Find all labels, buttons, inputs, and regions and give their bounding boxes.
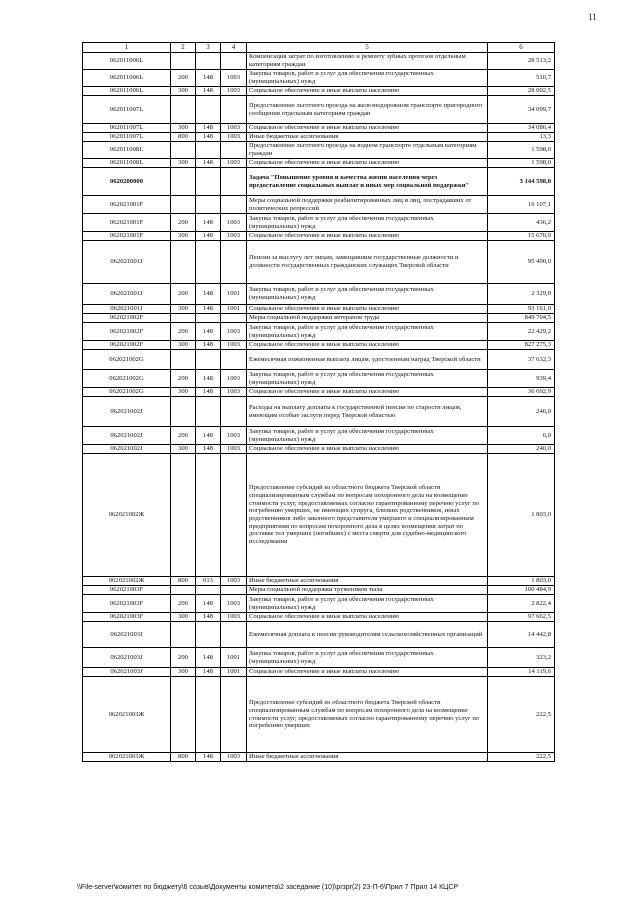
row-code: 062021003Ж <box>83 677 171 753</box>
row-section: 300 <box>171 613 196 622</box>
row-description: Закупка товаров, работ и услуг для обеспечения государственных (муниципальных) нужд <box>247 284 488 305</box>
table-row <box>83 159 555 168</box>
row-subsection <box>221 397 247 427</box>
row-amount: 97 662,5 <box>488 613 555 622</box>
row-code: 062021002Ж <box>83 454 171 577</box>
row-code: 062021003F <box>83 613 171 622</box>
row-ministry: 148 <box>196 124 221 133</box>
row-code: 062021001F <box>83 214 171 232</box>
row-description: Социальное обеспечение и иные выплаты населению <box>247 305 488 314</box>
row-amount: 13,3 <box>488 133 555 142</box>
row-description: Меры социальной поддержки ветеранов труда <box>247 314 488 323</box>
row-section: 800 <box>171 753 196 762</box>
row-amount: 34 099,7 <box>488 96 555 124</box>
row-ministry: 148 <box>196 323 221 341</box>
row-section: 300 <box>171 159 196 168</box>
row-code: 062021001J <box>83 305 171 314</box>
row-description: Закупка товаров, работ и услуг для обеспечения государственных (муниципальных) нужд <box>247 595 488 613</box>
row-ministry: 148 <box>196 648 221 668</box>
row-code: 062021002F <box>83 341 171 350</box>
row-section: 300 <box>171 445 196 454</box>
row-ministry: 148 <box>196 341 221 350</box>
row-ministry <box>196 142 221 159</box>
row-code: 062011006L <box>83 70 171 87</box>
row-ministry: 148 <box>196 214 221 232</box>
row-amount: 28 513,2 <box>488 53 555 70</box>
row-ministry <box>196 350 221 370</box>
row-ministry: 148 <box>196 133 221 142</box>
row-ministry: 148 <box>196 284 221 305</box>
header-col-6: 6 <box>488 43 555 53</box>
row-description: Закупка товаров, работ и услуг для обеспечения государственных (муниципальных) нужд <box>247 323 488 341</box>
table-row <box>83 668 555 677</box>
row-section <box>171 168 196 196</box>
row-subsection: 1003 <box>221 427 247 445</box>
row-subsection: 1003 <box>221 577 247 586</box>
row-ministry <box>196 622 221 648</box>
row-section: 300 <box>171 124 196 133</box>
row-subsection <box>221 196 247 214</box>
row-amount: 849 704,5 <box>488 314 555 323</box>
row-subsection: 1003 <box>221 70 247 87</box>
row-subsection <box>221 241 247 284</box>
table-row <box>83 314 555 323</box>
row-ministry <box>196 53 221 70</box>
row-amount: 28 002,5 <box>488 87 555 96</box>
row-code: 062021002J <box>83 397 171 427</box>
row-code: 062021003Ж <box>83 753 171 762</box>
row-subsection: 1003 <box>221 595 247 613</box>
row-section <box>171 196 196 214</box>
row-section <box>171 677 196 753</box>
row-subsection: 1003 <box>221 445 247 454</box>
table-row <box>83 445 555 454</box>
row-code: 062021003J <box>83 648 171 668</box>
table-row <box>83 168 555 196</box>
row-ministry <box>196 314 221 323</box>
row-ministry <box>196 196 221 214</box>
row-subsection <box>221 677 247 753</box>
row-subsection: 1003 <box>221 370 247 388</box>
row-code: 062021003J <box>83 668 171 677</box>
row-subsection: 1003 <box>221 87 247 96</box>
row-section <box>171 96 196 124</box>
row-description: Предоставление льготного проезда на водном транспорте отдельным категориям граждан <box>247 142 488 159</box>
row-description: Социальное обеспечение и иные выплаты населению <box>247 159 488 168</box>
row-description: Закупка товаров, работ и услуг для обеспечения государственных (муниципальных) нужд <box>247 70 488 87</box>
table-row <box>83 241 555 284</box>
row-section <box>171 586 196 595</box>
row-section: 300 <box>171 668 196 677</box>
row-subsection: 1003 <box>221 341 247 350</box>
row-amount: 14 442,8 <box>488 622 555 648</box>
row-ministry: 148 <box>196 232 221 241</box>
row-subsection <box>221 314 247 323</box>
row-ministry: 148 <box>196 427 221 445</box>
table-row <box>83 232 555 241</box>
row-code: 062011007L <box>83 124 171 133</box>
row-amount: 246,0 <box>488 397 555 427</box>
row-ministry: 148 <box>196 668 221 677</box>
row-section <box>171 350 196 370</box>
table-row <box>83 397 555 427</box>
row-section <box>171 397 196 427</box>
row-amount: 37 632,3 <box>488 350 555 370</box>
row-section: 200 <box>171 595 196 613</box>
row-code: 062021003F <box>83 595 171 613</box>
row-subsection: 1001 <box>221 305 247 314</box>
row-subsection <box>221 350 247 370</box>
row-subsection: 1003 <box>221 613 247 622</box>
row-subsection: 1001 <box>221 284 247 305</box>
row-section <box>171 314 196 323</box>
table-row <box>83 214 555 232</box>
row-code: 062011006L <box>83 53 171 70</box>
row-subsection: 1003 <box>221 753 247 762</box>
row-section: 300 <box>171 341 196 350</box>
row-section: 200 <box>171 427 196 445</box>
header-col-1: 1 <box>83 43 171 53</box>
row-subsection: 1003 <box>221 232 247 241</box>
row-code: 062021001J <box>83 241 171 284</box>
row-subsection: 1003 <box>221 124 247 133</box>
row-section: 300 <box>171 232 196 241</box>
row-code: 062021001J <box>83 284 171 305</box>
row-subsection: 1003 <box>221 388 247 397</box>
row-code: 0620200000 <box>83 168 171 196</box>
row-amount: 15 670,9 <box>488 232 555 241</box>
row-amount: 14 119,6 <box>488 668 555 677</box>
table-row <box>83 124 555 133</box>
row-subsection <box>221 454 247 577</box>
file-path-footer: \\File-server\комитет по бюджету\6 созыв\Документы комитета\2 заседание (10)\рrзрr(2) 23-П-6\Прил 7 Прил 14 КЦСР <box>77 884 459 891</box>
row-ministry <box>196 241 221 284</box>
row-description: Расходы на выплату доплаты к государственной пенсии по старости лицам, имеющим особые заслуги перед Тверской областью <box>247 397 488 427</box>
row-description: Социальное обеспечение и иные выплаты населению <box>247 232 488 241</box>
row-code: 062021002F <box>83 323 171 341</box>
row-ministry <box>196 454 221 577</box>
row-description: Закупка товаров, работ и услуг для обеспечения государственных (муниципальных) нужд <box>247 427 488 445</box>
row-ministry <box>196 677 221 753</box>
table-row <box>83 341 555 350</box>
row-section <box>171 53 196 70</box>
table-row <box>83 648 555 668</box>
row-amount: 100 484,9 <box>488 586 555 595</box>
row-code: 062011007L <box>83 96 171 124</box>
row-subsection: 1001 <box>221 648 247 668</box>
table-row <box>83 388 555 397</box>
row-section <box>171 142 196 159</box>
row-section: 200 <box>171 323 196 341</box>
row-ministry: 148 <box>196 87 221 96</box>
row-code: 062011007L <box>83 133 171 142</box>
table-row <box>83 53 555 70</box>
table-row <box>83 753 555 762</box>
row-subsection <box>221 168 247 196</box>
table-row <box>83 370 555 388</box>
row-ministry <box>196 586 221 595</box>
row-amount: 240,0 <box>488 445 555 454</box>
row-code: 062011008L <box>83 142 171 159</box>
row-description: Социальное обеспечение и иные выплаты населению <box>247 388 488 397</box>
row-description: Иные бюджетные ассигнования <box>247 133 488 142</box>
row-amount: 827 275,3 <box>488 341 555 350</box>
row-ministry: 013 <box>196 577 221 586</box>
row-amount: 436,2 <box>488 214 555 232</box>
row-description: Ежемесячная пожизненная выплата лицам, удостоенным наград Тверской области <box>247 350 488 370</box>
row-amount: 22 429,2 <box>488 323 555 341</box>
row-description: Иные бюджетные ассигнования <box>247 753 488 762</box>
table-header-row <box>83 43 555 53</box>
row-amount: 6,0 <box>488 427 555 445</box>
row-section <box>171 241 196 284</box>
row-ministry <box>196 397 221 427</box>
row-amount: 222,5 <box>488 677 555 753</box>
row-code: 062011006L <box>83 87 171 96</box>
row-section: 200 <box>171 214 196 232</box>
row-section <box>171 622 196 648</box>
row-amount: 1 803,0 <box>488 577 555 586</box>
row-subsection: 1003 <box>221 133 247 142</box>
row-ministry: 148 <box>196 159 221 168</box>
table-row <box>83 323 555 341</box>
table-row <box>83 454 555 577</box>
table-row <box>83 586 555 595</box>
row-description: Закупка товаров, работ и услуг для обеспечения государственных (муниципальных) нужд <box>247 214 488 232</box>
header-col-2: 2 <box>171 43 196 53</box>
row-section: 300 <box>171 87 196 96</box>
row-ministry: 148 <box>196 70 221 87</box>
row-amount: 510,7 <box>488 70 555 87</box>
row-amount: 36 692,9 <box>488 388 555 397</box>
row-code: 062021002J <box>83 427 171 445</box>
row-ministry: 148 <box>196 613 221 622</box>
row-code: 062021002J <box>83 445 171 454</box>
row-ministry <box>196 96 221 124</box>
budget-table <box>82 42 555 762</box>
row-section: 300 <box>171 305 196 314</box>
row-subsection <box>221 53 247 70</box>
row-subsection <box>221 96 247 124</box>
row-description: Задача "Повышение уровня и качества жизни населения через предоставление социальных выплат и иных мер социальной поддержки" <box>247 168 488 196</box>
row-description: Социальное обеспечение и иные выплаты населению <box>247 341 488 350</box>
row-subsection <box>221 586 247 595</box>
row-section: 300 <box>171 388 196 397</box>
row-description: Социальное обеспечение и иные выплаты населению <box>247 87 488 96</box>
table-row <box>83 133 555 142</box>
row-code: 062021002G <box>83 370 171 388</box>
row-description: Закупка товаров, работ и услуг для обеспечения государственных (муниципальных) нужд <box>247 370 488 388</box>
row-amount: 323,2 <box>488 648 555 668</box>
table-row <box>83 613 555 622</box>
row-amount: 95 490,0 <box>488 241 555 284</box>
row-code: 062021001F <box>83 196 171 214</box>
table-row <box>83 87 555 96</box>
row-description: Пенсии за выслугу лет лицам, замещавшим государственные должности и должности государственных гражданских служащих Тверской области <box>247 241 488 284</box>
row-code: 062021003F <box>83 586 171 595</box>
table-row <box>83 677 555 753</box>
row-subsection: 1003 <box>221 323 247 341</box>
row-description: Компенсация затрат по изготовлению и ремонту зубных протезов отдельным категориям граждан <box>247 53 488 70</box>
row-description: Социальное обеспечение и иные выплаты населению <box>247 668 488 677</box>
row-amount: 93 161,0 <box>488 305 555 314</box>
table-row <box>83 96 555 124</box>
row-amount: 16 107,1 <box>488 196 555 214</box>
row-section: 200 <box>171 370 196 388</box>
table-row <box>83 622 555 648</box>
table-row <box>83 142 555 159</box>
row-description: Предоставление субсидий из областного бюджета Тверской области специализированным службам по вопросам похоронного дела на возмещение стоимости услуг, предоставляемых согласно гарантированному перечню услуг по погребению умерших, не имеющих супруга, близких родственников, иных родственников либо законного представителя умершего и специализированным предприятиям по вопросам похоронного дела в целях возмещения затрат по доставке тел умерших (погибших) с места смерти для судебно-медицинского исследования <box>247 454 488 577</box>
row-subsection <box>221 142 247 159</box>
row-ministry: 148 <box>196 595 221 613</box>
row-subsection: 1001 <box>221 668 247 677</box>
row-amount: 939,4 <box>488 370 555 388</box>
table-row <box>83 427 555 445</box>
header-col-3: 3 <box>196 43 221 53</box>
row-subsection: 1003 <box>221 159 247 168</box>
table-row <box>83 595 555 613</box>
row-subsection: 1003 <box>221 214 247 232</box>
row-section <box>171 454 196 577</box>
row-ministry: 148 <box>196 445 221 454</box>
row-amount: 1 803,0 <box>488 454 555 577</box>
table-row <box>83 70 555 87</box>
row-code: 062021002G <box>83 388 171 397</box>
row-ministry: 148 <box>196 305 221 314</box>
row-description: Закупка товаров, работ и услуг для обеспечения государственных (муниципальных) нужд <box>247 648 488 668</box>
table-row <box>83 577 555 586</box>
table-row <box>83 350 555 370</box>
row-section: 200 <box>171 284 196 305</box>
row-section: 800 <box>171 577 196 586</box>
row-description: Социальное обеспечение и иные выплаты населению <box>247 124 488 133</box>
table-row <box>83 305 555 314</box>
row-description: Социальное обеспечение и иные выплаты населению <box>247 613 488 622</box>
header-col-5: 5 <box>247 43 488 53</box>
row-section: 200 <box>171 648 196 668</box>
row-code: 062011008L <box>83 159 171 168</box>
row-amount: 3 144 598,0 <box>488 168 555 196</box>
row-description: Предоставление льготного проезда на железнодорожном транспорте пригородного сообщения отдельным категориям граждан <box>247 96 488 124</box>
row-ministry <box>196 168 221 196</box>
row-amount: 1 598,0 <box>488 142 555 159</box>
row-ministry: 148 <box>196 370 221 388</box>
row-amount: 1 598,0 <box>488 159 555 168</box>
row-description: Предоставление субсидий из областного бюджета Тверской области специализированным службам по вопросам похоронного дела на возмещение стоимости услуг, предоставляемых согласно гарантированному перечню услуг по погребению умерших <box>247 677 488 753</box>
row-description: Ежемесячная доплата к пенсии руководителям сельскохозяйственных организаций <box>247 622 488 648</box>
row-description: Иные бюджетные ассигнования <box>247 577 488 586</box>
row-section: 800 <box>171 133 196 142</box>
row-description: Меры социальной поддержки тружеников тыла <box>247 586 488 595</box>
row-ministry: 148 <box>196 753 221 762</box>
row-ministry: 148 <box>196 388 221 397</box>
row-subsection <box>221 622 247 648</box>
table-row <box>83 284 555 305</box>
row-amount: 222,5 <box>488 753 555 762</box>
table-row <box>83 196 555 214</box>
row-amount: 34 086,4 <box>488 124 555 133</box>
row-description: Меры социальной поддержки реабилитированных лиц и лиц, пострадавших от политических репрессий <box>247 196 488 214</box>
row-code: 062021002G <box>83 350 171 370</box>
row-code: 062021002Ж <box>83 577 171 586</box>
header-col-4: 4 <box>221 43 247 53</box>
page-number: 11 <box>588 12 597 22</box>
row-code: 062021003J <box>83 622 171 648</box>
row-code: 062021001F <box>83 232 171 241</box>
row-amount: 2 822,4 <box>488 595 555 613</box>
row-description: Социальное обеспечение и иные выплаты населению <box>247 445 488 454</box>
row-code: 062021002F <box>83 314 171 323</box>
row-amount: 2 329,0 <box>488 284 555 305</box>
row-section: 200 <box>171 70 196 87</box>
